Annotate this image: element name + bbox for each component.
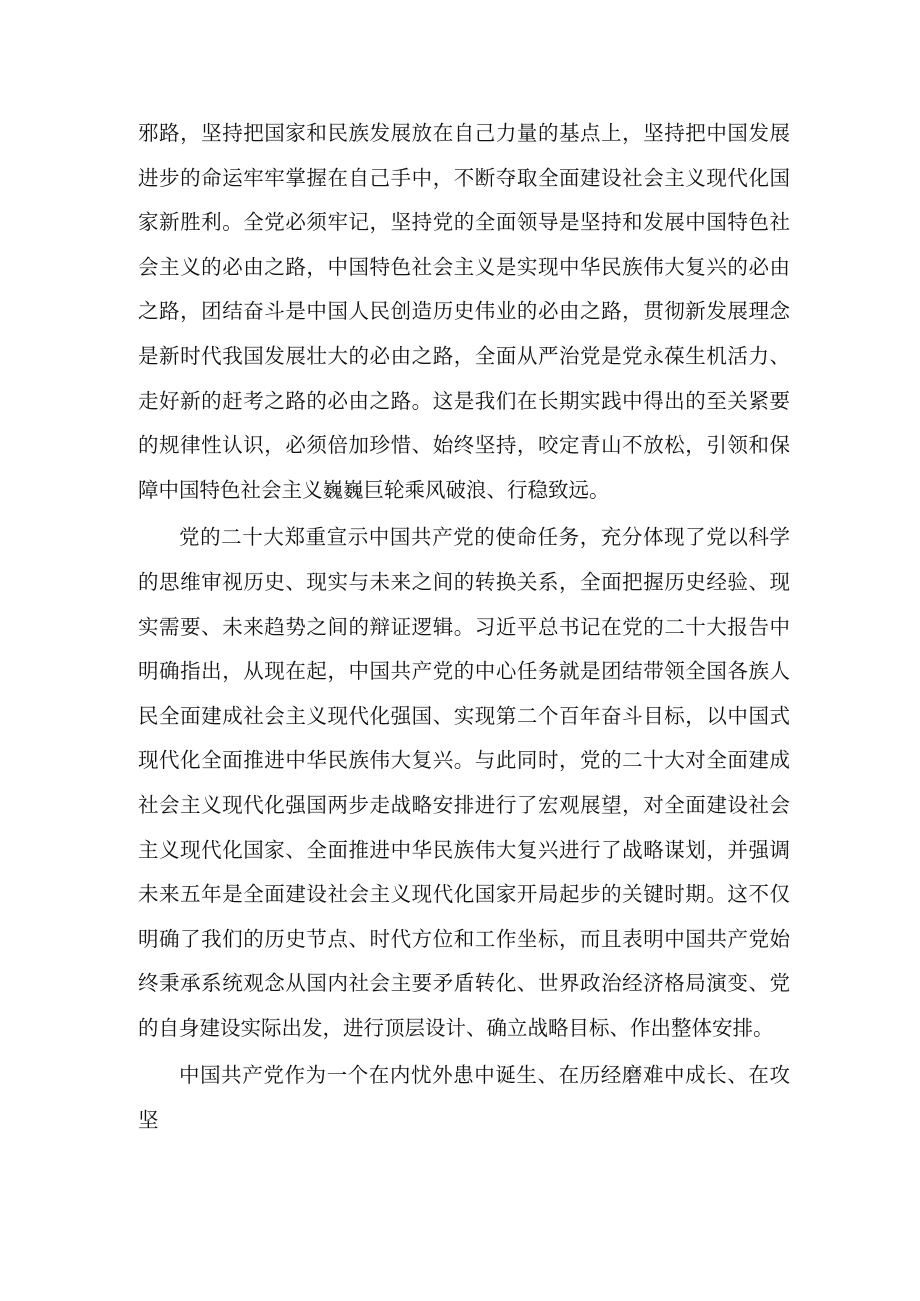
paragraph-2: 党的二十大郑重宣示中国共产党的使命任务，充分体现了党以科学的思维审视历史、现实与未来之间的转换关系，全面把握历史经验、现实需要、未来趋势之间的辩证逻辑。习近平总书记在党的二十大报告中明确指出，从现在起，中国共产党的中心任务就是团结带领全国各族人民全面建成社会主义现代化强国、实现第二个百年奋斗目标，以中国式现代化全面推进中华民族伟大复兴。与此同时，党的二十大对全面建成社会主义现代化强国两步走战略安排进行了宏观展望，对全面建设社会主义现代化国家、全面推进中华民族伟大复兴进行了战略谋划，并强调未来五年是全面建设社会主义现代化国家开局起步的关键时期。这不仅明确了我们的历史节点、时代方位和工作坐标，而且表明中国共产党始终秉承系统观念从国内社会主要矛盾转化、世界政治经济格局演变、党的自身建设实际出发，进行顶层设计、确立战略目标、作出整体安排。: [138, 525, 790, 1040]
paragraph-3: 中国共产党作为一个在内忧外患中诞生、在历经磨难中成长、在攻坚: [138, 1063, 790, 1133]
document-body: [138, 111, 790, 1146]
paragraph-1: 邪路，坚持把国家和民族发展放在自己力量的基点上，坚持把中国发展进步的命运牢牢掌握在自己手中，不断夺取全面建设社会主义现代化国家新胜利。全党必须牢记，坚持党的全面领导是坚持和发展中国特色社会主义的必由之路，中国特色社会主义是实现中华民族伟大复兴的必由之路，团结奋斗是中国人民创造历史伟业的必由之路，贯彻新发展理念是新时代我国发展壮大的必由之路，全面从严治党是党永葆生机活力、走好新的赶考之路的必由之路。这是我们在长期实践中得出的至关紧要的规律性认识，必须倍加珍惜、始终坚持，咬定青山不放松，引领和保障中国特色社会主义巍巍巨轮乘风破浪、行稳致远。: [138, 121, 790, 502]
